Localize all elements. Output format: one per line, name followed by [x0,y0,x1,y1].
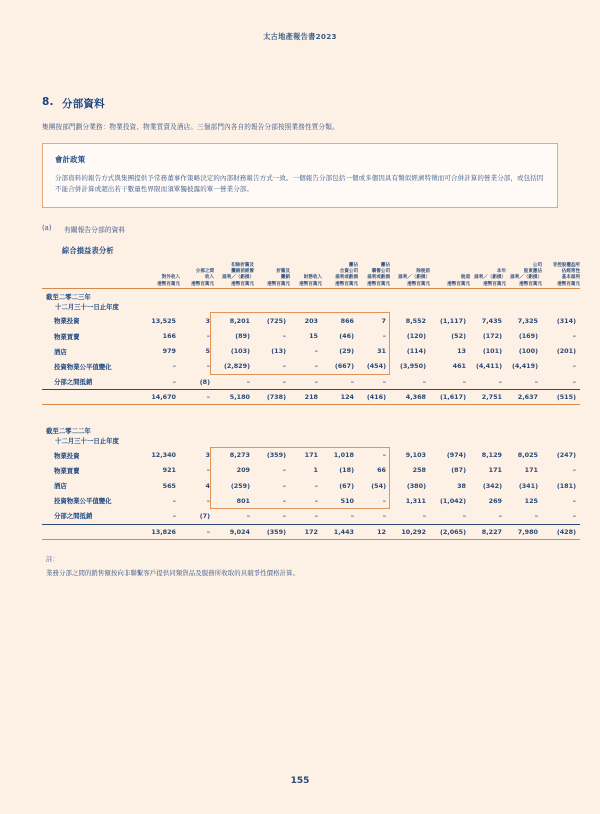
header-line: 港幣百萬元 [299,281,322,287]
cell-tax: (1,117) [439,316,466,325]
header-line: 股東應佔 [523,268,542,274]
cell-finance_income: – [314,347,318,356]
cell-profit_for_year: (342) [482,481,502,490]
subsection-title: 有關報告分部的資料 [64,225,126,234]
header-line: 港幣百萬元 [157,281,180,287]
cell-profit_before_tax: (3,950) [399,362,426,371]
segment-information-table [42,263,580,540]
cell-external_revenue: – [172,377,176,386]
total-finance_income: 218 [304,393,318,402]
header-line: 公司 [532,262,542,268]
period-line-2: 十二月三十一日止年度 [55,302,119,311]
cell-profit_for_year: 171 [488,466,502,475]
cell-external_revenue: – [172,496,176,505]
cell-attributable_company: 7,325 [517,316,538,325]
accounting-policy-title: 會計政策 [55,155,86,165]
subsection-label: (a) [42,223,52,232]
cell-profit_before_tax: (380) [406,481,426,490]
header-line: 收入 [204,275,214,281]
column-header-finance_income [290,263,322,289]
cell-share_assoc: – [382,511,386,520]
header-line: 溢利／（虧損） [474,275,506,281]
empty-cell [214,423,254,447]
cell-dep_amort: – [282,496,286,505]
header-line: 財務收入 [303,275,322,281]
cell-external_revenue: 979 [162,347,176,356]
header-line: 港幣百萬元 [191,281,214,287]
total-share_jv: 124 [340,393,354,402]
cell-share_assoc: 7 [381,316,386,325]
total-share_jv: 1,443 [333,527,354,536]
total-tax: (1,617) [439,393,466,402]
note-text: 業務分部之間的銷售額按向非聯繫客戶提供同類貨品及服務所收取的具競爭性價格計算。 [46,568,300,577]
total-profit_before_tax: 10,292 [401,527,426,536]
table-row [42,478,580,493]
cell-share_assoc: (454) [366,362,386,371]
cell-attributable_company: – [534,377,538,386]
cell-profit_for_year: 8,129 [481,451,502,460]
cell-share_jv: 510 [340,496,354,505]
total-profit_for_year: 8,227 [481,527,502,536]
column-header-tax [430,263,470,289]
total-profit_before_tax: 4,368 [405,393,426,402]
header-line: 港幣百萬元 [335,281,358,287]
table-row [42,328,580,343]
cell-non_controlling: – [572,362,576,371]
cell-fair_value_change: 801 [236,496,250,505]
cell-external_revenue: 565 [162,481,176,490]
period-heading-row [42,289,580,313]
cell-fair_value_change: 209 [236,466,250,475]
table-column-headers [42,263,580,289]
table-title: 綜合損益表分析 [62,245,114,255]
cell-finance_income: 203 [304,316,318,325]
empty-cell [390,289,430,313]
cell-fair_value_change: (89) [235,332,250,341]
row-label: 物業買賣 [54,466,80,475]
cell-inter_segment_revenue: 4 [205,481,210,490]
cell-dep_amort: (725) [266,316,286,325]
header-line: 對外收入 [161,275,180,281]
cell-fair_value_change: (259) [230,481,250,490]
total-dep_amort: (359) [266,527,286,536]
header-line: 分部之間 [195,268,214,274]
cell-tax: 38 [457,481,466,490]
empty-cell [506,289,542,313]
cell-share_jv: (67) [339,481,354,490]
row-label: 物業投資 [54,317,80,326]
cell-profit_for_year: – [498,377,502,386]
header-line: 稅項 [460,275,470,281]
cell-inter_segment_revenue: – [206,496,210,505]
total-label [42,390,138,405]
cell-profit_for_year: (101) [482,347,502,356]
cell-share_assoc: – [382,496,386,505]
cell-non_controlling: – [572,466,576,475]
row-label: 分部之間抵銷 [54,512,93,521]
cell-profit_before_tax: (114) [406,347,426,356]
note-label: 註： [46,554,59,563]
cell-attributable_company: 125 [524,496,538,505]
cell-finance_income: 15 [309,332,318,341]
empty-cell [322,289,358,313]
cell-dep_amort: (13) [271,347,286,356]
total-fair_value_change: 5,180 [229,393,250,402]
cell-inter_segment_revenue: 3 [205,316,210,325]
table-row [42,463,580,478]
cell-external_revenue: 13,525 [151,316,176,325]
total-attributable_company: 7,980 [517,527,538,536]
cell-inter_segment_revenue: – [206,466,210,475]
column-header-inter_segment_revenue [180,263,214,289]
cell-profit_before_tax: 1,311 [405,496,426,505]
cell-profit_before_tax: 9,103 [405,451,426,460]
table-total-row [42,390,580,405]
total-rule-2022 [42,539,580,540]
section-title: 分部資料 [62,98,105,110]
cell-profit_before_tax: 258 [412,466,426,475]
column-header-profit_for_year [470,263,506,289]
column-header-non_controlling [542,263,580,289]
empty-cell [470,423,506,447]
cell-tax: 13 [457,347,466,356]
cell-profit_for_year: (4,411) [475,362,502,371]
header-line: 攤佔 [348,262,358,268]
total-profit_for_year: 2,751 [481,393,502,402]
period-label-2023 [42,289,138,313]
header-line: 佔經常性 [561,268,580,274]
column-header-share_assoc [358,263,390,289]
cell-non_controlling: – [572,511,576,520]
cell-share_assoc: 66 [377,466,386,475]
cell-share_jv: 866 [340,316,354,325]
total-dep_amort: (738) [266,393,286,402]
total-external_revenue: 13,826 [151,527,176,536]
cell-tax: – [462,377,466,386]
cell-attributable_company: (169) [518,332,538,341]
table-row [42,344,580,359]
cell-share_jv: (29) [339,347,354,356]
cell-profit_for_year: 269 [488,496,502,505]
cell-non_controlling: (201) [556,347,576,356]
header-line: 港幣百萬元 [557,281,580,287]
cell-share_jv: (18) [339,466,354,475]
total-share_assoc: 12 [377,527,386,536]
cell-tax: (52) [451,332,466,341]
cell-inter_segment_revenue: (7) [199,511,210,520]
segment-table-wrapper [42,262,580,540]
cell-non_controlling: (314) [556,316,576,325]
column-header-profit_before_tax [390,263,430,289]
header-line: 溢利／（虧損） [222,275,254,281]
section-heading [42,96,558,111]
cell-profit_before_tax: – [422,377,426,386]
table-row [42,374,580,390]
cell-finance_income: – [314,481,318,490]
total-tax: (2,065) [439,527,466,536]
empty-cell [138,423,180,447]
header-line: 攤銷 [280,275,290,281]
cell-fair_value_change: – [246,377,250,386]
total-non_controlling: (428) [556,527,576,536]
cell-attributable_company: 171 [524,466,538,475]
header-line: 本年 [496,268,506,274]
cell-attributable_company: – [534,511,538,520]
cell-share_assoc: – [382,332,386,341]
period-label-2022 [42,423,138,447]
cell-fair_value_change: 8,273 [229,451,250,460]
table-total-row [42,525,580,540]
cell-dep_amort: – [282,481,286,490]
header-line: 非控股權益所 [552,262,580,268]
empty-cell [138,289,180,313]
header-line: 港幣百萬元 [483,281,506,287]
table-row [42,493,580,508]
header-corner [42,263,138,289]
table-row [42,359,580,374]
cell-non_controlling: – [572,377,576,386]
cell-fair_value_change: – [246,511,250,520]
page-number: 155 [290,776,310,786]
header-line: 溢利／（虧損） [510,275,542,281]
row-label: 物業投資 [54,451,80,460]
cell-share_assoc: – [382,377,386,386]
column-header-attributable_company [506,263,542,289]
empty-cell [506,423,542,447]
empty-cell [542,289,580,313]
cell-inter_segment_revenue: – [206,362,210,371]
cell-attributable_company: (341) [518,481,538,490]
header-line: 港幣百萬元 [407,281,430,287]
total-fair_value_change: 9,024 [229,527,250,536]
column-header-external_revenue [138,263,180,289]
empty-cell [322,423,358,447]
cell-profit_before_tax: 8,552 [405,316,426,325]
cell-external_revenue: 166 [162,332,176,341]
cell-finance_income: 171 [304,451,318,460]
cell-tax: 461 [452,362,466,371]
cell-share_assoc: (54) [371,481,386,490]
cell-share_jv: – [350,511,354,520]
running-head: 太古地產報告書2023 [263,32,337,41]
cell-profit_for_year: – [498,511,502,520]
cell-tax: (87) [451,466,466,475]
header-line: 溢利或虧損 [335,275,358,281]
cell-finance_income: – [314,377,318,386]
cell-inter_segment_revenue: – [206,332,210,341]
cell-tax: – [462,511,466,520]
cell-attributable_company: 8,025 [517,451,538,460]
empty-cell [254,289,290,313]
empty-cell [390,423,430,447]
period-line-1: 截至二零二三年 [46,293,91,302]
column-header-share_jv [322,263,358,289]
total-label [42,525,138,540]
cell-dep_amort: – [282,511,286,520]
section-intro: 集團按部門劃分業務：物業投資、物業買賣及酒店。三個部門內各自的報告分部按照業務性質分類。 [42,123,339,131]
empty-cell [254,423,290,447]
cell-share_jv: (667) [334,362,354,371]
period-line-2: 十二月三十一日止年度 [55,437,119,446]
total-non_controlling: (515) [556,393,576,402]
cell-inter_segment_revenue: 5 [205,347,210,356]
empty-cell [214,289,254,313]
empty-cell [430,423,470,447]
cell-tax: (974) [446,451,466,460]
table-spacer [42,405,580,423]
table-row [42,313,580,328]
empty-cell [358,423,390,447]
cell-external_revenue: 921 [162,466,176,475]
header-line: 攤銷前經營 [231,268,254,274]
row-label: 酒店 [54,347,67,356]
cell-external_revenue: 12,340 [151,451,176,460]
column-header-dep_amort [254,263,290,289]
cell-dep_amort: (359) [266,451,286,460]
page-content [42,96,580,578]
cell-share_assoc: – [382,451,386,460]
table-note [46,554,558,578]
cell-share_jv: 1,018 [333,451,354,460]
header-line: 基本溢利 [561,275,580,281]
cell-tax: (1,042) [439,496,466,505]
header-line: 港幣百萬元 [231,281,254,287]
table-row [42,448,580,463]
cell-profit_for_year: 7,435 [481,316,502,325]
row-label: 投資物業公平值變化 [54,362,112,371]
empty-cell [470,289,506,313]
cell-finance_income: 1 [313,466,318,475]
cell-attributable_company: (100) [518,347,538,356]
cell-dep_amort: – [282,466,286,475]
row-label: 投資物業公平值變化 [54,497,112,506]
cell-fair_value_change: 8,201 [229,316,250,325]
total-share_assoc: (416) [366,393,386,402]
cell-profit_before_tax: – [422,511,426,520]
cell-external_revenue: – [172,511,176,520]
empty-cell [180,289,214,313]
total-attributable_company: 2,637 [517,393,538,402]
cell-share_jv: – [350,377,354,386]
cell-inter_segment_revenue: 3 [205,451,210,460]
cell-dep_amort: – [282,362,286,371]
header-line: 港幣百萬元 [447,281,470,287]
period-line-1: 截至二零二二年 [46,427,91,436]
empty-cell [542,423,580,447]
cell-external_revenue: – [172,362,176,371]
header-line: 折舊及 [276,268,290,274]
cell-attributable_company: (4,419) [511,362,538,371]
row-label: 物業買賣 [54,332,80,341]
cell-fair_value_change: (103) [230,347,250,356]
header-line: 聯營公司 [371,268,390,274]
row-label: 分部之間抵銷 [54,378,93,387]
total-external_revenue: 14,670 [151,393,176,402]
header-line: 港幣百萬元 [519,281,542,287]
table-row [42,508,580,524]
cell-fair_value_change: (2,829) [223,362,250,371]
section-number: 8. [42,96,54,108]
cell-non_controlling: – [572,496,576,505]
cell-finance_income: – [314,362,318,371]
cell-share_jv: (46) [339,332,354,341]
cell-non_controlling: (181) [556,481,576,490]
header-line: 港幣百萬元 [267,281,290,287]
subsection-heading [42,224,558,234]
header-line: 除稅前 [416,268,430,274]
empty-cell [180,423,214,447]
cell-non_controlling: (247) [556,451,576,460]
period-heading-row [42,423,580,447]
total-finance_income: 172 [304,527,318,536]
total-inter_segment_revenue: – [206,527,210,536]
cell-dep_amort: – [282,332,286,341]
cell-non_controlling: – [572,332,576,341]
cell-profit_before_tax: (120) [406,332,426,341]
header-line: 溢利或虧損 [367,275,390,281]
header-line: 溢利／（虧損） [398,275,430,281]
accounting-policy-body: 分部資料的報告方式與集團提供予常務董事作策略決定的內部財務報告方式一致。一個報告分部包括一個或多個因具有類似經濟特徵而可合併計算的營業分部，或包括因不能合併計算或超出若干數量性界限而須單獨披露的單一營業分部。 [55,174,544,194]
accounting-policy-box [42,143,558,207]
empty-cell [290,289,322,313]
header-line: 港幣百萬元 [367,281,390,287]
empty-cell [290,423,322,447]
empty-cell [430,289,470,313]
column-header-fair_value_change [214,263,254,289]
header-line: 扣除折舊及 [231,262,254,268]
header-line: 合資公司 [339,268,358,274]
cell-finance_income: – [314,496,318,505]
row-label: 酒店 [54,482,67,491]
total-inter_segment_revenue: – [206,393,210,402]
empty-cell [358,289,390,313]
cell-dep_amort: – [282,377,286,386]
header-line: 攤佔 [380,262,390,268]
cell-inter_segment_revenue: (8) [199,377,210,386]
cell-profit_for_year: (172) [482,332,502,341]
cell-finance_income: – [314,511,318,520]
cell-share_assoc: 31 [377,347,386,356]
